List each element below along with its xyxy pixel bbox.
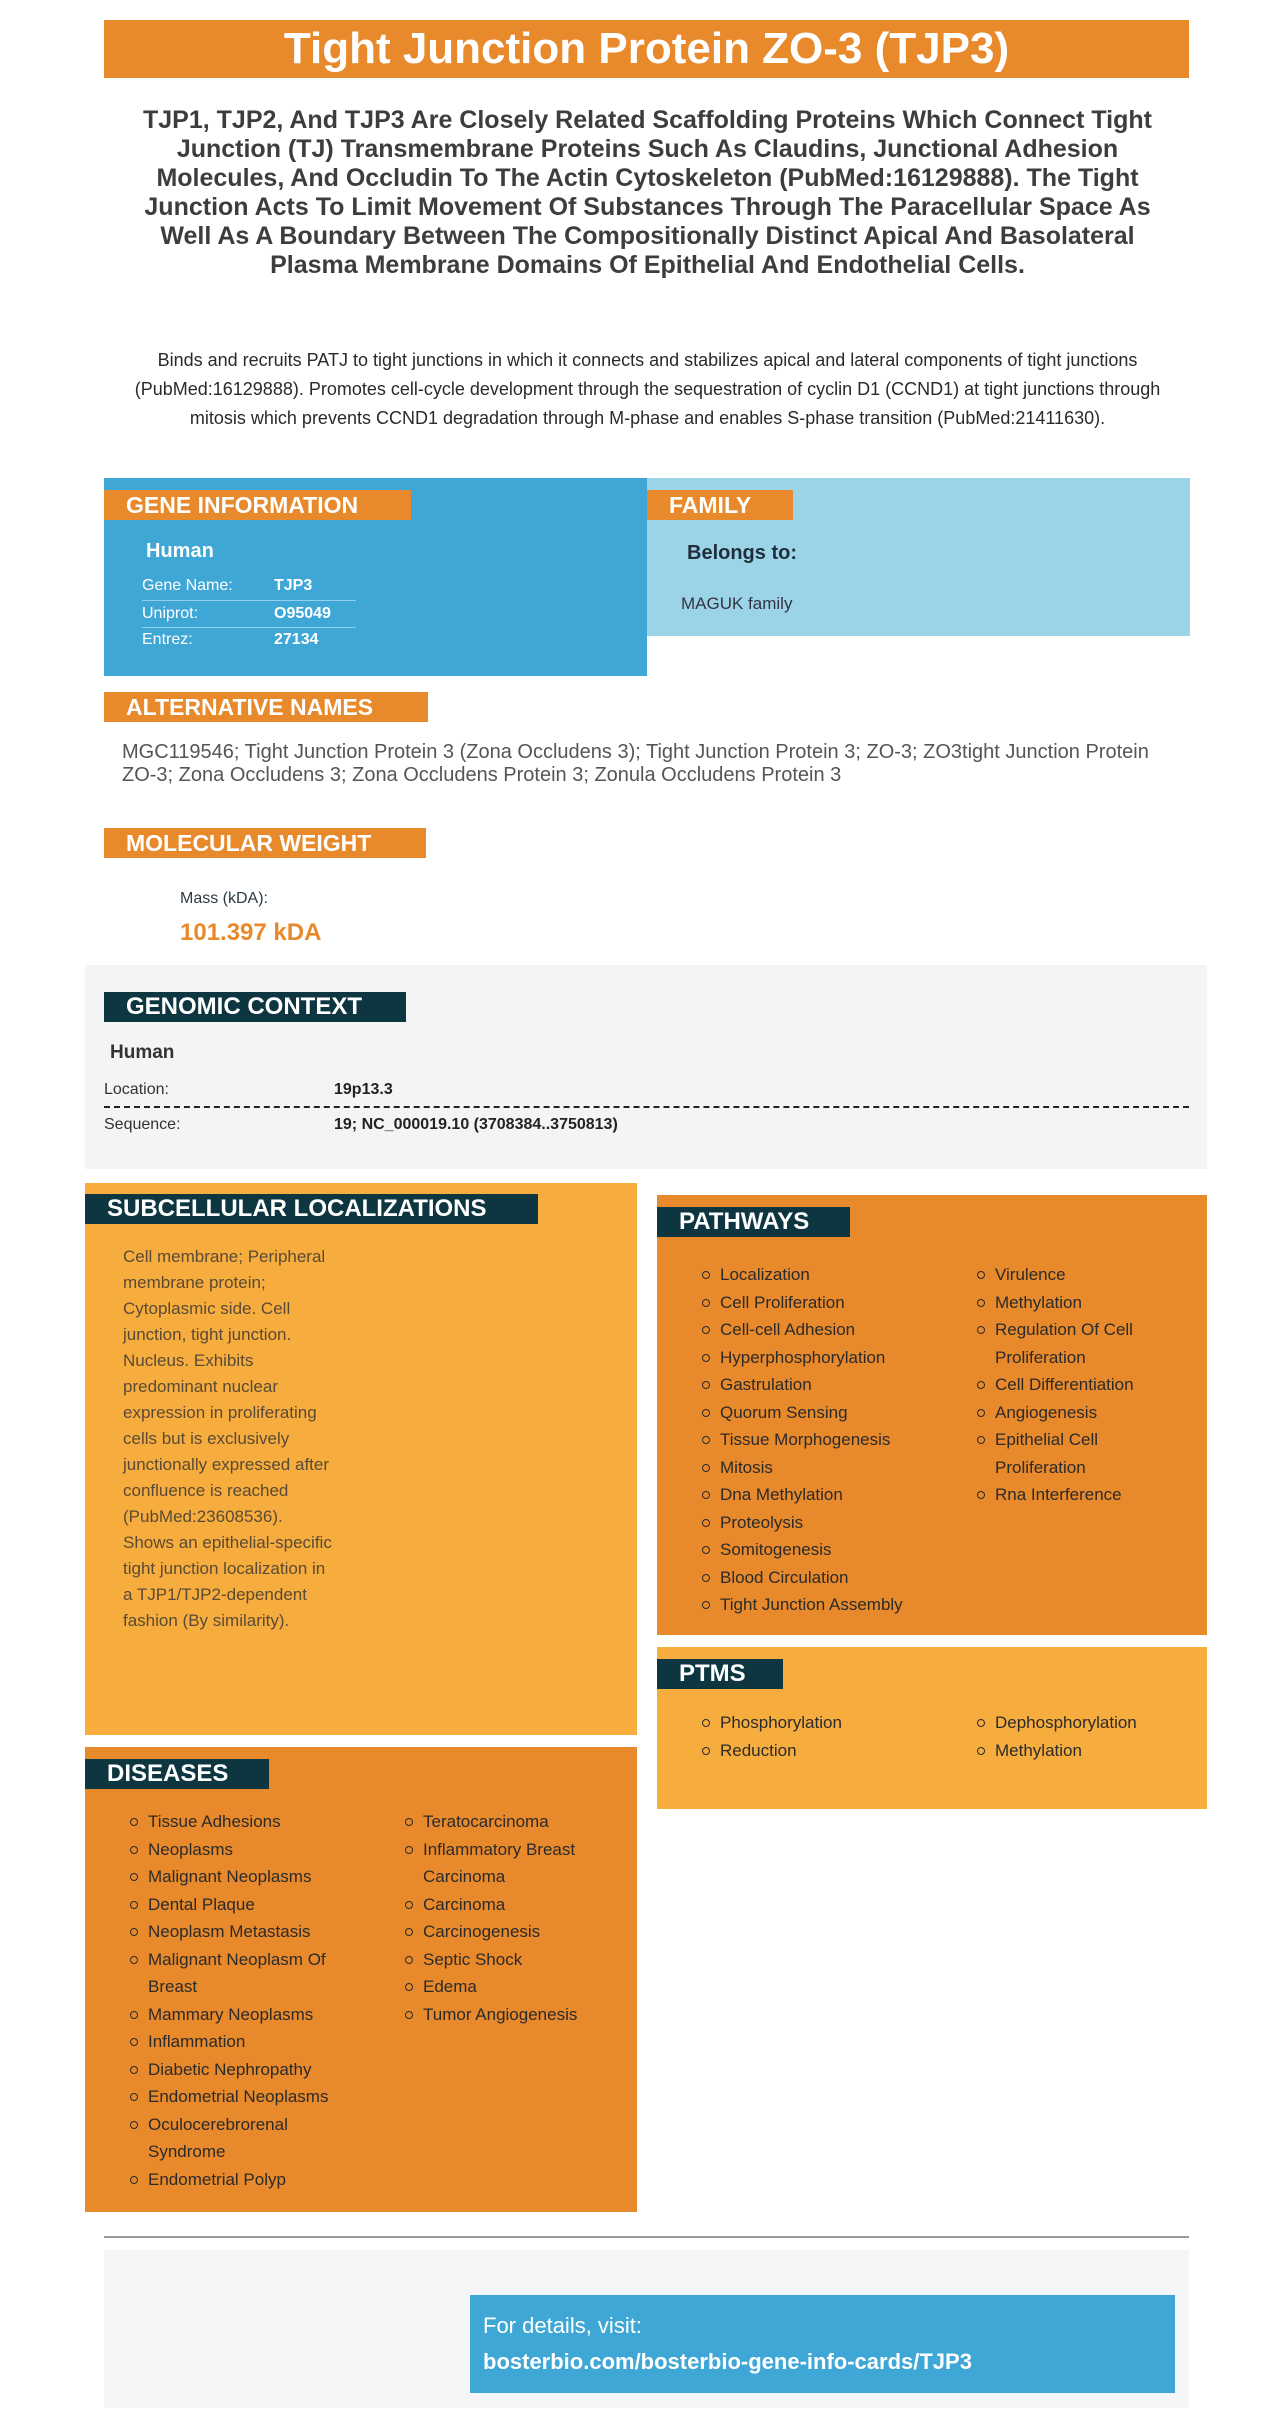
disease-item: Malignant Neoplasms — [130, 1863, 360, 1891]
pathway-item: Tissue Morphogenesis — [702, 1426, 942, 1454]
location-value: 19p13.3 — [334, 1081, 393, 1098]
sequence-value: 19; NC_000019.10 (3708384..3750813) — [334, 1116, 618, 1133]
disease-item: Teratocarcinoma — [405, 1808, 605, 1836]
location-row — [104, 1081, 1189, 1108]
pathway-item: Methylation — [977, 1289, 1177, 1317]
pathway-item: Epithelial Cell Proliferation — [977, 1426, 1177, 1481]
ptm-item: Reduction — [702, 1737, 942, 1765]
disease-item: Malignant Neoplasm Of Breast — [130, 1946, 360, 2001]
mass-label: Mass (kDA): — [180, 890, 268, 907]
disease-item: Tissue Adhesions — [130, 1808, 360, 1836]
gene-information-label: GENE INFORMATION — [104, 490, 411, 520]
gene-species: Human — [146, 540, 214, 562]
ptms-list-left — [702, 1709, 942, 1764]
molecular-weight-label: MOLECULAR WEIGHT — [104, 828, 426, 858]
genomic-species: Human — [110, 1042, 175, 1063]
sequence-key: Sequence: — [104, 1116, 181, 1133]
pathways-label: PATHWAYS — [657, 1207, 850, 1237]
alternative-names-label: ALTERNATIVE NAMES — [104, 692, 428, 722]
pathway-item: Localization — [702, 1261, 942, 1289]
entrez-row — [142, 628, 356, 654]
pathway-item: Tight Junction Assembly — [702, 1591, 942, 1619]
ptms-list-right — [977, 1709, 1197, 1764]
gene-name-row — [142, 574, 356, 601]
disease-item: Diabetic Nephropathy — [130, 2056, 360, 2084]
disease-item: Oculocerebrorenal Syndrome — [130, 2111, 360, 2166]
disease-item: Carcinoma — [405, 1891, 605, 1919]
pathway-item: Virulence — [977, 1261, 1177, 1289]
subcellular-text: Cell membrane; Peripheral membrane protein; Cytoplasmic side. Cell junction, tight junction. Nucleus. Exhibits predominant nuclear expression in proliferating cells but is exclusively junctionally expressed after confluence is reached (PubMed:23608536). Shows an epithelial-specific tight junction localization in a TJP1/TJP2-dependent fashion (By similarity). — [123, 1247, 332, 1630]
ptms-label: PTMS — [657, 1659, 783, 1689]
disease-item: Neoplasms — [130, 1836, 360, 1864]
disease-item: Edema — [405, 1973, 605, 2001]
pathway-item: Dna Methylation — [702, 1481, 942, 1509]
ptm-item: Dephosphorylation — [977, 1709, 1197, 1737]
pathway-item: Mitosis — [702, 1454, 942, 1482]
disease-item: Endometrial Polyp — [130, 2166, 360, 2194]
pathways-list-right — [977, 1261, 1177, 1509]
subcellular-panel — [85, 1183, 637, 1735]
diseases-list-left — [130, 1808, 360, 2193]
disease-item: Dental Plaque — [130, 1891, 360, 1919]
ptm-item: Methylation — [977, 1737, 1197, 1765]
sequence-row — [104, 1116, 1189, 1141]
ptm-item: Phosphorylation — [702, 1709, 942, 1737]
disease-item: Endometrial Neoplasms — [130, 2083, 360, 2111]
disease-item: Mammary Neoplasms — [130, 2001, 360, 2029]
subcellular-label: SUBCELLULAR LOCALIZATIONS — [85, 1194, 538, 1224]
family-panel — [647, 478, 1190, 636]
pathway-item: Angiogenesis — [977, 1399, 1177, 1427]
diseases-list-right — [405, 1808, 605, 2028]
alternative-names-text: MGC119546; Tight Junction Protein 3 (Zona Occludens 3); Tight Junction Protein 3; ZO-3; ZO3tight Junction Protein ZO-3; Zona Occludens 3; Zona Occludens Protein 3; Zonula Occludens Protein 3 — [122, 741, 1149, 786]
disease-item: Tumor Angiogenesis — [405, 2001, 605, 2029]
genomic-context-panel — [85, 965, 1207, 1169]
pathway-item: Cell Proliferation — [702, 1289, 942, 1317]
family-label: FAMILY — [647, 490, 793, 520]
pathway-item: Hyperphosphorylation — [702, 1344, 942, 1372]
ptms-panel — [657, 1647, 1207, 1809]
disease-item: Carcinogenesis — [405, 1918, 605, 1946]
entrez-value: 27134 — [274, 631, 319, 648]
diseases-label: DISEASES — [85, 1759, 269, 1789]
pathway-item: Rna Interference — [977, 1481, 1177, 1509]
uniprot-value: O95049 — [274, 605, 331, 622]
entrez-key: Entrez: — [142, 631, 193, 648]
details-link-box[interactable] — [470, 2295, 1175, 2393]
pathway-item: Cell Differentiation — [977, 1371, 1177, 1399]
pathway-item: Somitogenesis — [702, 1536, 942, 1564]
location-key: Location: — [104, 1081, 169, 1098]
family-value: MAGUK family — [681, 594, 793, 613]
genomic-context-label: GENOMIC CONTEXT — [104, 992, 406, 1022]
pathway-item: Blood Circulation — [702, 1564, 942, 1592]
gene-name-value: TJP3 — [274, 577, 313, 594]
protein-description: Binds and recruits PATJ to tight junctions in which it connects and stabilizes apical and lateral components of tight junctions (PubMed:16129888). Promotes cell-cycle development through the sequestration of cyclin D1 (CCND1) at tight junctions through mitosis which prevents CCND1 degradation through M-phase and enables S-phase transition (PubMed:21411630). — [134, 350, 1161, 428]
family-belongs-label: Belongs to: — [687, 542, 797, 564]
uniprot-row — [142, 601, 356, 628]
details-url-link[interactable]: bosterbio.com/bosterbio-gene-info-cards/TJP3 — [483, 2349, 972, 2374]
mass-value: 101.397 kDA — [180, 919, 322, 946]
disease-item: Inflammation — [130, 2028, 360, 2056]
pathway-item: Proteolysis — [702, 1509, 942, 1537]
disease-item: Septic Shock — [405, 1946, 605, 1974]
gene-name-key: Gene Name: — [142, 577, 233, 594]
pathway-item: Cell-cell Adhesion — [702, 1316, 942, 1344]
protein-summary: TJP1, TJP2, And TJP3 Are Closely Related Scaffolding Proteins Which Connect Tight Junction (TJ) Transmembrane Proteins Such As Claudins, Junctional Adhesion Molecules, And Occludin To The Actin Cytoskeleton (PubMed:16129888). The Tight Junction Acts To Limit Movement Of Substances Through The Paracellular Space As Well As A Boundary Between The Compositionally Distinct Apical And Basolateral Plasma Membrane Domains Of Epithelial And Endothelial Cells. — [143, 106, 1152, 279]
disease-item: Neoplasm Metastasis — [130, 1918, 360, 1946]
pathway-item: Gastrulation — [702, 1371, 942, 1399]
pathways-panel — [657, 1195, 1207, 1635]
pathway-item: Quorum Sensing — [702, 1399, 942, 1427]
footer-divider — [104, 2236, 1189, 2238]
pathways-list-left — [702, 1261, 942, 1619]
diseases-panel — [85, 1747, 637, 2212]
uniprot-key: Uniprot: — [142, 605, 199, 622]
disease-item: Inflammatory Breast Carcinoma — [405, 1836, 605, 1891]
page-title: Tight Junction Protein ZO-3 (TJP3) — [104, 20, 1189, 78]
gene-information-panel — [104, 478, 647, 676]
details-label: For details, visit: — [483, 2313, 642, 2338]
pathway-item: Regulation Of Cell Proliferation — [977, 1316, 1177, 1371]
